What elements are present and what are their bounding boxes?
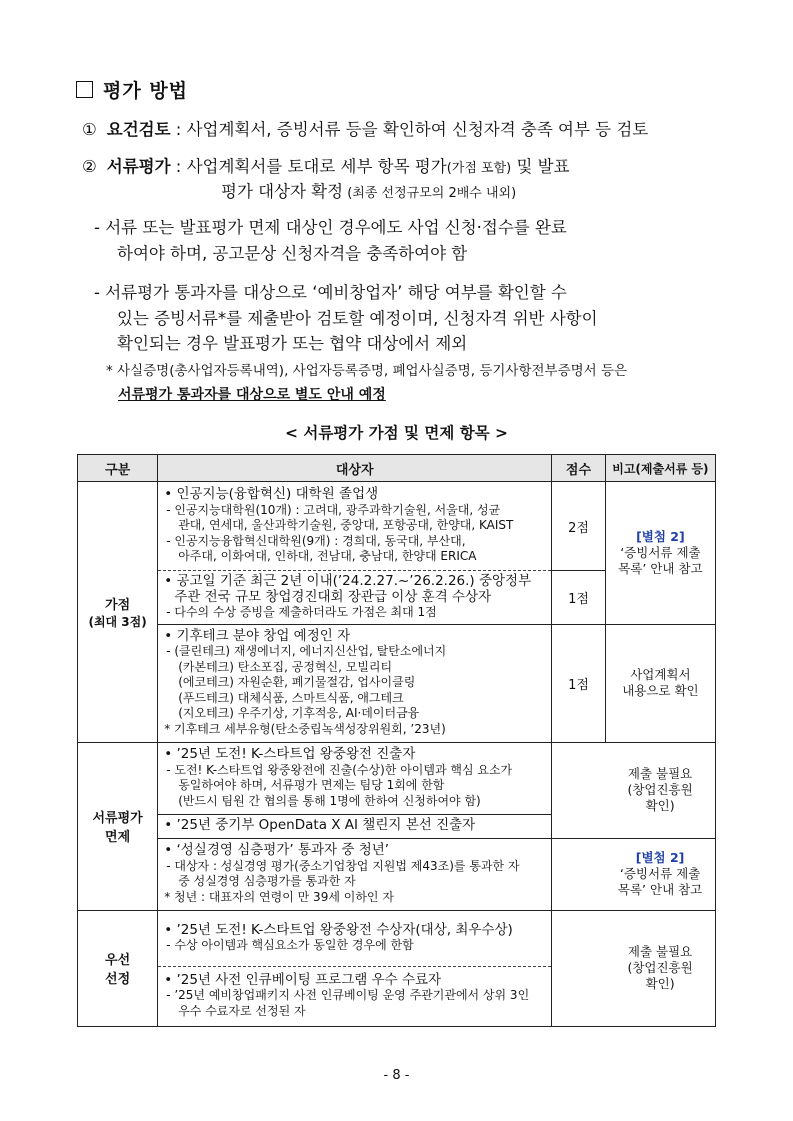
target-sub: 관대, 연세대, 울산과학기술원, 중앙대, 포항공대, 한양대, KAIST bbox=[178, 518, 514, 533]
target-sub: 우수 수료자로 선정된 자 bbox=[178, 1003, 306, 1018]
note-cell bbox=[552, 838, 716, 910]
header-target: 대상자 bbox=[158, 455, 552, 482]
dash-paragraph-2-line2: 있는 증빙서류*를 제출받아 검토할 예정이며, 신청자격 위반 사항이 bbox=[117, 309, 598, 328]
note-text: 제출 불필요 bbox=[627, 944, 693, 959]
target-main: • ‘성실경영 심층평가’ 통과자 중 청년’ bbox=[164, 842, 390, 858]
item-text: : 사업계획서, 증빙서류 등을 확인하여 신청자격 충족 여부 등 검토 bbox=[170, 120, 649, 139]
target-sub: - 도전! K-스타트업 왕중왕전에 진출(수상)한 아이템과 핵심 요소가 bbox=[166, 762, 513, 777]
note-text: 사업계획서 bbox=[630, 667, 691, 682]
note-text: (창업진흥원 bbox=[627, 782, 693, 797]
note-text: 목록’ 안내 참고 bbox=[617, 882, 703, 897]
dash-paragraph-1-line1: - 서류 또는 발표평가 면제 대상인 경우에도 사업 신청·접수를 완료 bbox=[94, 218, 567, 237]
target-sub: 동일하여야 하며, 서류평가 면제는 팀당 1회에 한함 bbox=[178, 778, 445, 792]
target-main: • ’25년 중기부 OpenData X AI 챌린지 본선 진출자 bbox=[164, 817, 476, 834]
section-heading bbox=[76, 76, 188, 103]
target-sub: 중 성실경영 심층평가를 통과한 자 bbox=[178, 874, 356, 888]
target-sub: - 인공지능대학원(10개) : 고려대, 광주과학기술원, 서울대, 성균 bbox=[166, 502, 501, 517]
checkbox-square-icon bbox=[76, 81, 93, 98]
dash-paragraph-2-line3: 확인되는 경우 발표평가 또는 협약 대상에서 제외 bbox=[117, 334, 468, 353]
target-sub: (반드시 팀원 간 협의를 통해 1명에 한하여 신청하여야 함) bbox=[178, 793, 481, 808]
note-cell bbox=[552, 910, 716, 1026]
item-text: 및 발표 bbox=[511, 157, 570, 176]
points-cell: 1점 bbox=[552, 571, 606, 625]
page-number: - 8 - bbox=[383, 1068, 410, 1083]
note-text: 확인) bbox=[645, 798, 675, 813]
category-label: 면제 bbox=[105, 830, 131, 845]
category-priority bbox=[78, 910, 158, 1026]
table-row bbox=[78, 624, 716, 742]
target-main: • 기후테크 분야 창업 예정인 자 bbox=[164, 627, 351, 644]
item-requirement-review bbox=[82, 116, 648, 140]
target-cell bbox=[158, 910, 552, 966]
table-row bbox=[78, 910, 716, 966]
target-sub: (지오테크) 우주기상, 기후적응, AI·데이터금융 bbox=[178, 706, 420, 721]
target-sub: - 대상자 : 성실경영 평가(중소기업창업 지원법 제43조)를 통과한 자 bbox=[166, 858, 520, 873]
target-sub: 아주대, 이화여대, 인하대, 전남대, 충남대, 한양대 ERICA bbox=[178, 549, 477, 564]
category-bonus bbox=[78, 482, 158, 743]
target-sub: - 수상 아이템과 핵심요소가 동일한 경우에 한함 bbox=[166, 938, 414, 952]
table-row bbox=[78, 482, 716, 571]
target-main: • ’25년 도전! K-스타트업 왕중왕전 진출자 bbox=[164, 746, 416, 762]
target-cell bbox=[158, 838, 552, 910]
dash-paragraph-2-line1: - 서류평가 통과자를 대상으로 ‘예비창업자’ 해당 여부를 확인할 수 bbox=[94, 283, 567, 302]
note-text: 확인) bbox=[645, 976, 675, 991]
item-number: ② bbox=[82, 157, 97, 176]
footnote: * 사실증명(총사업자등록내역), 사업자등록증명, 폐업사실증명, 등기사항전부증명서 등은 bbox=[106, 363, 628, 379]
target-cell bbox=[158, 742, 552, 814]
item-number: ① bbox=[82, 120, 97, 139]
table-row bbox=[78, 742, 716, 814]
section-heading-text: 평가 방법 bbox=[103, 80, 189, 102]
item-text-small: (가점 포함) bbox=[446, 161, 512, 176]
target-sub: (카본테크) 탄소포집, 공정혁신, 모빌리티 bbox=[178, 659, 393, 674]
target-main: • 공고일 기준 최근 2년 이내(’24.2.27.~’26.2.26.) 중앙정부 bbox=[164, 573, 532, 589]
target-cell bbox=[158, 966, 552, 1026]
note-cell bbox=[605, 624, 715, 742]
item-text: : 사업계획서를 토대로 세부 항목 평가 bbox=[170, 157, 447, 176]
header-points: 점수 bbox=[552, 455, 606, 482]
header-note: 비고(제출서류 등) bbox=[605, 455, 715, 482]
target-sub: - 다수의 수상 증빙을 제출하더라도 가점은 최대 1점 bbox=[166, 605, 437, 619]
target-footnote: * 청년 : 대표자의 연령이 만 39세 이하인 자 bbox=[164, 889, 394, 904]
evaluation-table bbox=[77, 454, 716, 1027]
category-sublabel: (최대 3점) bbox=[88, 614, 147, 629]
category-label: 가점 bbox=[105, 597, 131, 613]
header-category: 구분 bbox=[78, 455, 158, 482]
category-exempt bbox=[78, 742, 158, 910]
note-cell bbox=[552, 742, 716, 838]
target-cell bbox=[158, 482, 552, 571]
note-text: ‘증빙서류 제출 bbox=[619, 866, 701, 881]
target-sub: (푸드테크) 대체식품, 스마트식품, 애그테크 bbox=[178, 690, 404, 705]
target-sub: - (클린테크) 재생에너지, 에너지신산업, 탈탄소에너지 bbox=[166, 644, 447, 659]
item-document-evaluation-line2 bbox=[221, 178, 516, 202]
table-header-row bbox=[78, 455, 716, 482]
target-sub: (에코테크) 자원순환, 폐기물절감, 업사이클링 bbox=[178, 675, 416, 690]
target-cell bbox=[158, 571, 552, 625]
note-attachment: [별첨 2] bbox=[636, 528, 685, 544]
target-cell bbox=[158, 814, 552, 838]
dash-paragraph-1-line2: 하여야 하며, 공고문상 신청자격을 충족하여야 함 bbox=[117, 244, 468, 263]
target-main: 주관 전국 규모 창업경진대회 장관급 이상 훈격 수상자 bbox=[174, 588, 492, 605]
note-text: 제출 불필요 bbox=[627, 766, 693, 781]
note-text: ‘증빙서류 제출 bbox=[620, 544, 701, 560]
item-text-small: (최종 선정규모의 2배수 내외) bbox=[343, 186, 517, 201]
points-cell: 1점 bbox=[552, 624, 606, 742]
note-text: (창업진흥원 bbox=[627, 960, 693, 975]
points-cell: 2점 bbox=[552, 482, 606, 571]
target-main: • 인공지능(융합혁신) 대학원 졸업생 bbox=[164, 486, 379, 503]
note-attachment: [별첨 2] bbox=[635, 850, 685, 865]
footnote-emphasis: 서류평가 통과자를 대상으로 별도 안내 예정 bbox=[118, 387, 386, 403]
category-label: 서류평가 bbox=[92, 811, 143, 826]
note-text: 목록’ 안내 참고 bbox=[618, 560, 703, 576]
table-title: < 서류평가 가점 및 면제 항목 > bbox=[284, 424, 509, 442]
note-cell bbox=[605, 482, 715, 625]
target-main: • ’25년 도전! K-스타트업 왕중왕전 수상자(대상, 최우수상) bbox=[164, 921, 513, 938]
category-label: 선정 bbox=[105, 972, 131, 987]
table-row bbox=[78, 838, 716, 910]
target-footnote: * 기후테크 세부유형(탄소중립녹색성장위원회, ’23년) bbox=[164, 721, 446, 736]
category-label: 우선 bbox=[105, 953, 131, 968]
item-text: 평가 대상자 확정 bbox=[221, 182, 344, 201]
target-main: • ’25년 사전 인큐베이팅 프로그램 우수 수료자 bbox=[164, 971, 442, 988]
item-title: 서류평가 bbox=[106, 157, 171, 176]
target-cell bbox=[158, 624, 552, 742]
item-document-evaluation bbox=[82, 153, 570, 177]
item-title: 요건검토 bbox=[106, 120, 171, 139]
note-text: 내용으로 확인 bbox=[622, 683, 699, 698]
target-sub: - 인공지능융합혁신대학원(9개) : 경희대, 동국대, 부산대, bbox=[166, 533, 466, 548]
target-sub: - ’25년 예비창업패키지 사전 인큐베이팅 운영 주관기관에서 상위 3인 bbox=[166, 988, 530, 1003]
